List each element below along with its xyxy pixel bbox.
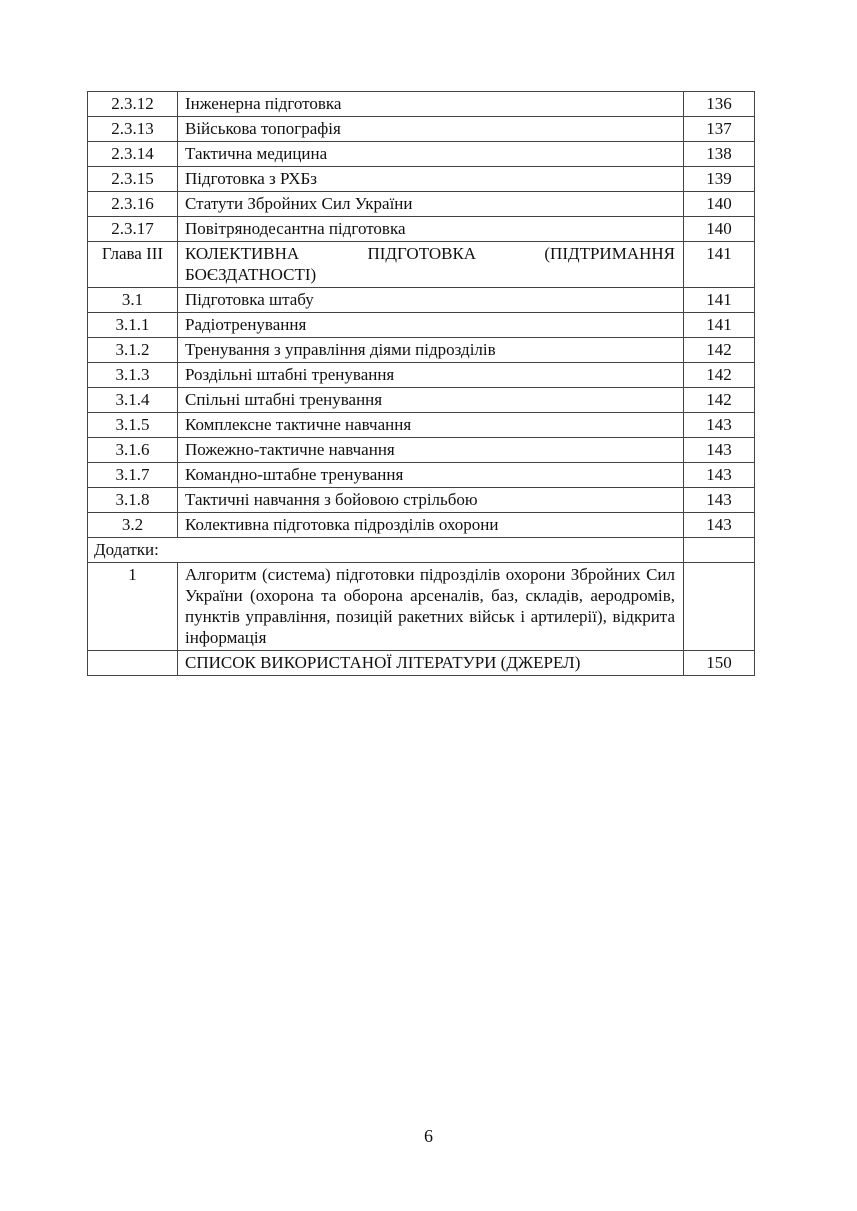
page-reference: 143 (684, 438, 755, 463)
section-title: Командно-штабне тренування (178, 463, 684, 488)
chapter-title: КОЛЕКТИВНА ПІДГОТОВКА (ПІДТРИМАННЯ БОЄЗДАТНОСТІ) (178, 242, 684, 288)
chapter-number: Глава III (88, 242, 178, 288)
page-reference: 143 (684, 463, 755, 488)
section-number: 2.3.17 (88, 217, 178, 242)
page-reference: 141 (684, 242, 755, 288)
table-row (88, 288, 755, 313)
page-reference: 142 (684, 388, 755, 413)
page-reference: 143 (684, 413, 755, 438)
table-row (88, 438, 755, 463)
table-row (88, 92, 755, 117)
references-title: СПИСОК ВИКОРИСТАНОЇ ЛІТЕРАТУРИ (ДЖЕРЕЛ) (178, 651, 684, 676)
section-number: 3.1.2 (88, 338, 178, 363)
section-title: Повітрянодесантна підготовка (178, 217, 684, 242)
page-number: 6 (424, 1126, 433, 1146)
page-reference: 140 (684, 217, 755, 242)
appendix-header-row (88, 538, 755, 563)
table-row (88, 388, 755, 413)
section-number: 2.3.14 (88, 142, 178, 167)
section-number: 3.1.3 (88, 363, 178, 388)
table-row (88, 117, 755, 142)
page-reference: 141 (684, 288, 755, 313)
table-of-contents (87, 91, 755, 676)
page-reference: 140 (684, 192, 755, 217)
section-number: 2.3.16 (88, 192, 178, 217)
table-row (88, 513, 755, 538)
table-row (88, 142, 755, 167)
table-row (88, 338, 755, 363)
section-title: Спільні штабні тренування (178, 388, 684, 413)
section-title: Роздільні штабні тренування (178, 363, 684, 388)
page-reference: 143 (684, 513, 755, 538)
section-number: 3.1.5 (88, 413, 178, 438)
table-row (88, 192, 755, 217)
section-title: Радіотренування (178, 313, 684, 338)
section-number: 2.3.15 (88, 167, 178, 192)
page-reference: 142 (684, 363, 755, 388)
section-number: 3.1.1 (88, 313, 178, 338)
appendix-row (88, 563, 755, 651)
appendix-label: Додатки: (88, 538, 684, 563)
section-title: Підготовка з РХБз (178, 167, 684, 192)
section-title: Статути Збройних Сил України (178, 192, 684, 217)
table-row (88, 167, 755, 192)
section-number: 2.3.13 (88, 117, 178, 142)
section-number: 2.3.12 (88, 92, 178, 117)
page-reference (684, 563, 755, 651)
table-row (88, 217, 755, 242)
section-number: 3.2 (88, 513, 178, 538)
page-reference: 137 (684, 117, 755, 142)
section-number: 3.1.7 (88, 463, 178, 488)
page-reference: 138 (684, 142, 755, 167)
section-number: 3.1.6 (88, 438, 178, 463)
section-number: 3.1.8 (88, 488, 178, 513)
section-title: Інженерна підготовка (178, 92, 684, 117)
section-title: Пожежно-тактичне навчання (178, 438, 684, 463)
references-number (88, 651, 178, 676)
section-title: Комплексне тактичне навчання (178, 413, 684, 438)
page-reference-empty (684, 538, 755, 563)
table-row (88, 313, 755, 338)
section-title: Тактична медицина (178, 142, 684, 167)
appendix-number: 1 (88, 563, 178, 651)
section-title: Тренування з управління діями підрозділів (178, 338, 684, 363)
section-number: 3.1 (88, 288, 178, 313)
chapter-row (88, 242, 755, 288)
section-title: Тактичні навчання з бойовою стрільбою (178, 488, 684, 513)
page-reference: 141 (684, 313, 755, 338)
table-row (88, 363, 755, 388)
section-title: Підготовка штабу (178, 288, 684, 313)
section-number: 3.1.4 (88, 388, 178, 413)
appendix-title: Алгоритм (система) підготовки підрозділів охорони Збройних Сил України (охорона та оборона арсеналів, баз, складів, аеродромів, пунктів управління, позицій ракетних військ і артилерії), відкрита інформація (178, 563, 684, 651)
references-row (88, 651, 755, 676)
table-row (88, 488, 755, 513)
section-title: Військова топографія (178, 117, 684, 142)
table-row (88, 413, 755, 438)
page-reference: 142 (684, 338, 755, 363)
page-reference: 136 (684, 92, 755, 117)
page-reference: 150 (684, 651, 755, 676)
section-title: Колективна підготовка підрозділів охорони (178, 513, 684, 538)
table-row (88, 463, 755, 488)
page-reference: 139 (684, 167, 755, 192)
page-reference: 143 (684, 488, 755, 513)
